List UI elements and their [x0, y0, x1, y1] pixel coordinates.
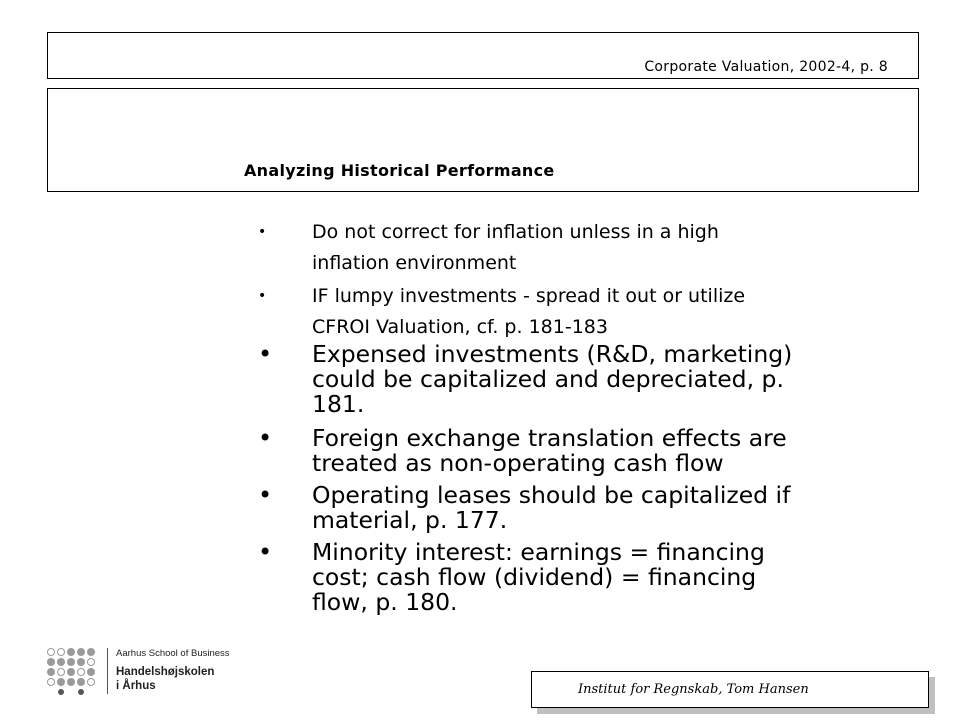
bullet-item: [258, 342, 898, 417]
bullet-item: [258, 540, 898, 615]
bullet-text: Foreign exchange translation effects are treated as non-operating cash flow: [312, 424, 787, 477]
school-logo: [45, 646, 245, 696]
bullet-dot: •: [258, 288, 267, 304]
bullet-dot: •: [258, 224, 267, 240]
bullet-text: IF lumpy investments - spread it out or utilize CFROI Valuation, cf. p. 181-183: [312, 285, 746, 338]
bullet-item: [258, 483, 898, 533]
bullet-dot: •: [258, 538, 273, 566]
logo-line2: Handelshøjskolen: [116, 666, 215, 678]
title-box: [47, 88, 919, 192]
bullet-text: Do not correct for inflation unless in a high inflation environment: [312, 221, 719, 274]
bullet-text: Expensed investments (R&D, marketing) could be capitalized and depreciated, p. 181.: [312, 340, 793, 418]
footer-box: [531, 671, 929, 708]
bullet-dot: •: [258, 340, 273, 368]
logo-divider: [107, 648, 108, 694]
bullet-text: Operating leases should be capitalized if material, p. 177.: [312, 481, 791, 534]
logo-line3: i Århus: [116, 680, 156, 692]
header-box: [47, 32, 919, 79]
slide-title: Analyzing Historical Performance: [244, 161, 555, 180]
bullet-item: [258, 217, 898, 279]
bullet-dot: •: [258, 481, 273, 509]
footer-text: Institut for Regnskab, Tom Hansen: [578, 682, 809, 697]
header-text: Corporate Valuation, 2002-4, p. 8: [644, 59, 888, 75]
logo-line1: Aarhus School of Business: [116, 648, 230, 659]
logo-dots-icon: [45, 646, 105, 696]
bullet-item: [258, 426, 898, 476]
bullet-text: Minority interest: earnings = financing cost; cash flow (dividend) = financing flow, p. 180.: [312, 538, 765, 616]
bullet-item: [258, 281, 898, 343]
bullet-dot: •: [258, 424, 273, 452]
